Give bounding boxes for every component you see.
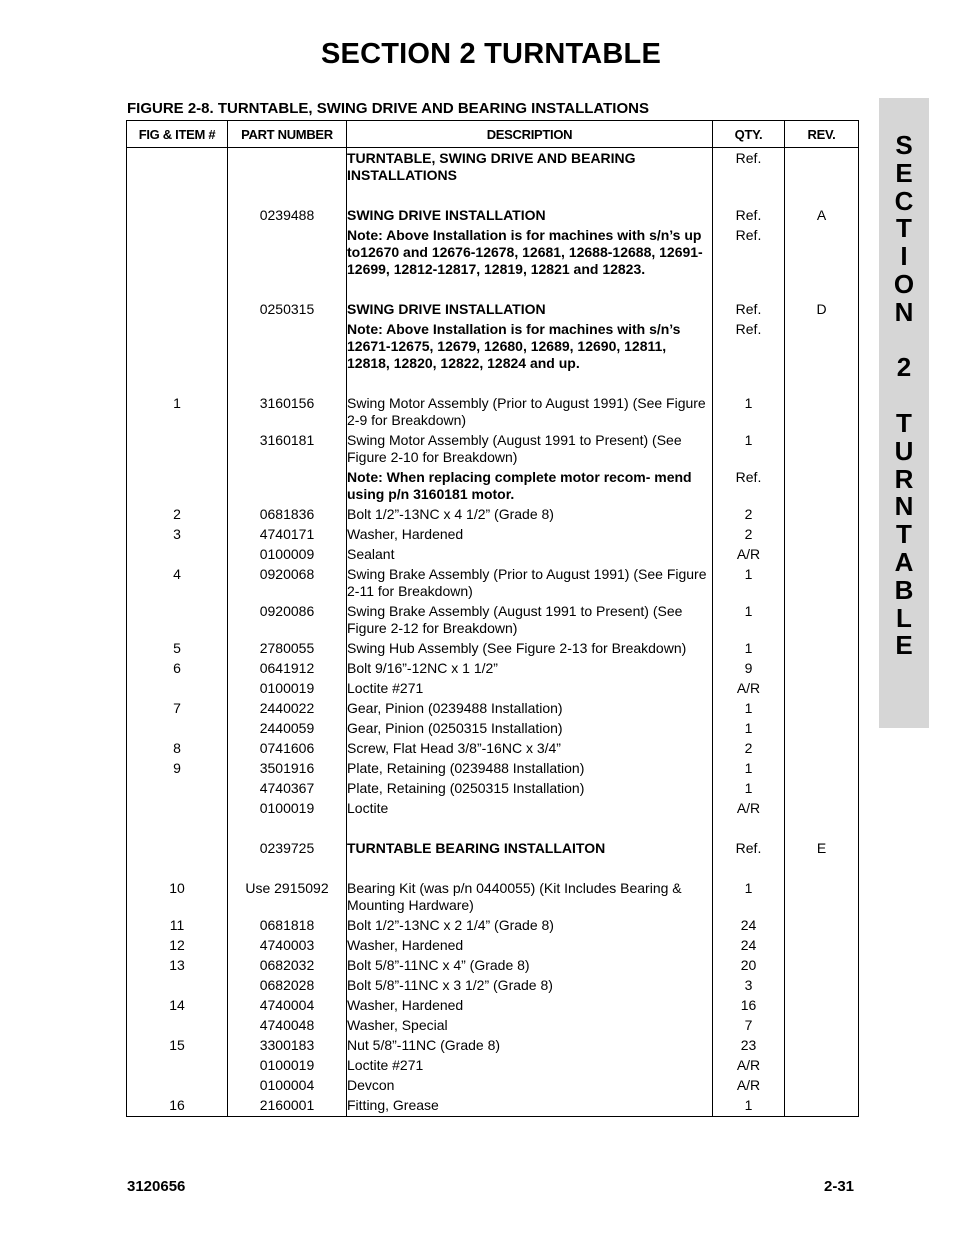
qty-cell: A/R <box>713 1057 785 1077</box>
table-row <box>127 957 859 977</box>
qty-cell: 1 <box>713 603 785 640</box>
description-cell: Bolt 5/8”-11NC x 4” (Grade 8) <box>347 957 713 977</box>
part-number-cell: 0641912 <box>228 660 347 680</box>
rev-cell: D <box>785 301 859 321</box>
table-row <box>127 1057 859 1077</box>
qty-cell: 23 <box>713 1037 785 1057</box>
fig-item-cell <box>127 800 228 820</box>
description-cell: Washer, Hardened <box>347 937 713 957</box>
table-row <box>127 1037 859 1057</box>
page-number: 2-31 <box>824 1178 855 1195</box>
table-row <box>127 1097 859 1117</box>
column-header-rev: REV. <box>785 121 859 148</box>
part-number-cell: 0920086 <box>228 603 347 640</box>
figure-title: FIGURE 2-8. TURNTABLE, SWING DRIVE AND BEARING INSTALLATIONS <box>127 100 649 117</box>
qty-cell: Ref. <box>713 469 785 506</box>
part-number-cell: 4740367 <box>228 780 347 800</box>
fig-item-cell: 1 <box>127 395 228 432</box>
part-number-cell <box>228 321 347 375</box>
column-header-fig-item: FIG & ITEM # <box>127 121 228 148</box>
fig-item-cell <box>127 680 228 700</box>
fig-item-cell <box>127 301 228 321</box>
part-number-cell: 3501916 <box>228 760 347 780</box>
document-number: 3120656 <box>127 1178 186 1195</box>
spacer-cell <box>347 375 713 395</box>
part-number-cell: 3300183 <box>228 1037 347 1057</box>
rev-cell <box>785 1077 859 1097</box>
table-row <box>127 997 859 1017</box>
rev-cell <box>785 660 859 680</box>
fig-item-cell: 10 <box>127 880 228 917</box>
fig-item-cell: 4 <box>127 566 228 603</box>
qty-cell: Ref. <box>713 321 785 375</box>
qty-cell: 20 <box>713 957 785 977</box>
rev-cell <box>785 937 859 957</box>
part-number-cell: 0100004 <box>228 1077 347 1097</box>
spacer-cell <box>785 281 859 301</box>
rev-cell <box>785 526 859 546</box>
fig-item-cell: 15 <box>127 1037 228 1057</box>
rev-cell <box>785 1017 859 1037</box>
fig-item-cell: 6 <box>127 660 228 680</box>
column-header-qty: QTY. <box>713 121 785 148</box>
table-row <box>127 840 859 860</box>
description-cell: TURNTABLE, SWING DRIVE AND BEARING INSTALLATIONS <box>347 148 713 188</box>
side-tab-letter: N <box>894 491 914 522</box>
rev-cell <box>785 740 859 760</box>
spacer-cell <box>228 375 347 395</box>
side-tab-letter: R <box>894 463 914 494</box>
part-number-cell: 2440059 <box>228 720 347 740</box>
part-number-cell: 0250315 <box>228 301 347 321</box>
rev-cell <box>785 700 859 720</box>
part-number-cell: 2440022 <box>228 700 347 720</box>
rev-cell <box>785 780 859 800</box>
rev-cell <box>785 469 859 506</box>
table-row <box>127 395 859 432</box>
parts-table <box>126 120 859 1117</box>
part-number-cell: 0239488 <box>228 207 347 227</box>
fig-item-cell <box>127 148 228 188</box>
rev-cell <box>785 227 859 281</box>
description-cell: Devcon <box>347 1077 713 1097</box>
part-number-cell: 2160001 <box>228 1097 347 1117</box>
table-row <box>127 148 859 188</box>
column-header-description: DESCRIPTION <box>347 121 713 148</box>
part-number-cell: 4740171 <box>228 526 347 546</box>
side-tab-letter: I <box>900 241 908 272</box>
description-cell: Sealant <box>347 546 713 566</box>
qty-cell: 1 <box>713 395 785 432</box>
spacer-cell <box>347 860 713 880</box>
fig-item-cell <box>127 1077 228 1097</box>
table-row <box>127 546 859 566</box>
table-row <box>127 526 859 546</box>
description-cell: Loctite <box>347 800 713 820</box>
part-number-cell: Use 2915092 <box>228 880 347 917</box>
fig-item-cell: 16 <box>127 1097 228 1117</box>
spacer-cell <box>347 281 713 301</box>
fig-item-cell <box>127 780 228 800</box>
part-number-cell <box>228 148 347 188</box>
description-cell: TURNTABLE BEARING INSTALLAITON <box>347 840 713 860</box>
spacer-cell <box>347 187 713 207</box>
rev-cell <box>785 997 859 1017</box>
table-row <box>127 321 859 375</box>
qty-cell: 2 <box>713 526 785 546</box>
table-row <box>127 1017 859 1037</box>
table-row <box>127 566 859 603</box>
qty-cell: 1 <box>713 566 785 603</box>
fig-item-cell <box>127 321 228 375</box>
description-cell: Gear, Pinion (0250315 Installation) <box>347 720 713 740</box>
rev-cell <box>785 977 859 997</box>
part-number-cell: 0681836 <box>228 506 347 526</box>
description-cell: Loctite #271 <box>347 680 713 700</box>
fig-item-cell: 2 <box>127 506 228 526</box>
table-row <box>127 880 859 917</box>
spacer-cell <box>228 860 347 880</box>
description-cell: Bolt 1/2”-13NC x 4 1/2” (Grade 8) <box>347 506 713 526</box>
description-cell: Plate, Retaining (0250315 Installation) <box>347 780 713 800</box>
fig-item-cell <box>127 1057 228 1077</box>
spacer-cell <box>127 375 228 395</box>
side-tab-letter: L <box>896 602 912 633</box>
rev-cell <box>785 1057 859 1077</box>
qty-cell: 2 <box>713 740 785 760</box>
rev-cell <box>785 1097 859 1117</box>
spacer-cell <box>785 187 859 207</box>
table-row <box>127 301 859 321</box>
rev-cell <box>785 880 859 917</box>
side-tab-letter: N <box>894 296 914 327</box>
description-cell: Loctite #271 <box>347 1057 713 1077</box>
qty-cell: 24 <box>713 937 785 957</box>
rev-cell <box>785 603 859 640</box>
part-number-cell: 4740004 <box>228 997 347 1017</box>
spacer-cell <box>127 860 228 880</box>
part-number-cell: 3160181 <box>228 432 347 469</box>
table-row <box>127 680 859 700</box>
rev-cell <box>785 148 859 188</box>
part-number-cell: 0741606 <box>228 740 347 760</box>
spacer-cell <box>228 281 347 301</box>
table-row <box>127 640 859 660</box>
description-cell: Bolt 5/8”-11NC x 3 1/2” (Grade 8) <box>347 977 713 997</box>
section-title: SECTION 2 TURNTABLE <box>321 38 661 70</box>
qty-cell: 1 <box>713 760 785 780</box>
qty-cell: Ref. <box>713 227 785 281</box>
description-cell: Note: Above Installation is for machines with s/n’s 12671-12675, 12679, 12680, 12689, 12690, 12811, 12818, 12820, 12822, 12824 and up. <box>347 321 713 375</box>
qty-cell: 1 <box>713 640 785 660</box>
table-row <box>127 720 859 740</box>
rev-cell <box>785 720 859 740</box>
fig-item-cell: 9 <box>127 760 228 780</box>
qty-cell: 2 <box>713 506 785 526</box>
description-cell: Swing Motor Assembly (August 1991 to Present) (See Figure 2-10 for Breakdown) <box>347 432 713 469</box>
part-number-cell <box>228 469 347 506</box>
rev-cell <box>785 506 859 526</box>
spacer-row <box>127 375 859 395</box>
qty-cell: A/R <box>713 800 785 820</box>
part-number-cell: 4740048 <box>228 1017 347 1037</box>
rev-cell <box>785 321 859 375</box>
rev-cell <box>785 680 859 700</box>
part-number-cell: 0100019 <box>228 800 347 820</box>
table-row <box>127 937 859 957</box>
side-tab-letter: T <box>896 519 912 550</box>
qty-cell: 1 <box>713 432 785 469</box>
table-row <box>127 603 859 640</box>
description-cell: Fitting, Grease <box>347 1097 713 1117</box>
spacer-cell <box>713 860 785 880</box>
side-tab-letter: T <box>896 213 912 244</box>
part-number-cell: 0239725 <box>228 840 347 860</box>
description-cell: Screw, Flat Head 3/8”-16NC x 3/4” <box>347 740 713 760</box>
side-tab-letter: O <box>893 268 915 299</box>
table-row <box>127 740 859 760</box>
table-row <box>127 506 859 526</box>
description-cell: Washer, Special <box>347 1017 713 1037</box>
rev-cell <box>785 957 859 977</box>
table-row <box>127 780 859 800</box>
part-number-cell: 0100019 <box>228 680 347 700</box>
rev-cell <box>785 432 859 469</box>
side-tab-letter: S <box>895 130 913 160</box>
side-tab-letter: B <box>894 574 914 605</box>
side-tab-letters <box>879 132 929 660</box>
table-header-row <box>127 121 859 148</box>
description-cell: Note: When replacing complete motor recom- mend using p/n 3160181 motor. <box>347 469 713 506</box>
part-number-cell: 2780055 <box>228 640 347 660</box>
qty-cell: Ref. <box>713 840 785 860</box>
description-cell: Swing Motor Assembly (Prior to August 1991) (See Figure 2-9 for Breakdown) <box>347 395 713 432</box>
fig-item-cell: 8 <box>127 740 228 760</box>
fig-item-cell: 14 <box>127 997 228 1017</box>
rev-cell <box>785 760 859 780</box>
table-row <box>127 469 859 506</box>
spacer-row <box>127 860 859 880</box>
description-cell: Swing Brake Assembly (Prior to August 1991) (See Figure 2-11 for Breakdown) <box>347 566 713 603</box>
spacer-cell <box>127 281 228 301</box>
qty-cell: A/R <box>713 680 785 700</box>
column-header-part-number: PART NUMBER <box>228 121 347 148</box>
side-tab-letter: A <box>894 546 914 577</box>
part-number-cell: 0681818 <box>228 917 347 937</box>
rev-cell <box>785 640 859 660</box>
description-cell: Washer, Hardened <box>347 997 713 1017</box>
spacer-cell <box>713 187 785 207</box>
side-tab-letter: C <box>894 185 914 216</box>
part-number-cell: 0682028 <box>228 977 347 997</box>
description-cell: SWING DRIVE INSTALLATION <box>347 207 713 227</box>
description-cell: Bearing Kit (was p/n 0440055) (Kit Includes Bearing & Mounting Hardware) <box>347 880 713 917</box>
description-cell: Note: Above Installation is for machines with s/n’s up to12670 and 12676-12678, 12681, 12688-12688, 12691-12699, 12812-12817, 12819, 12821 and 12823. <box>347 227 713 281</box>
fig-item-cell <box>127 977 228 997</box>
qty-cell: 7 <box>713 1017 785 1037</box>
spacer-cell <box>713 375 785 395</box>
fig-item-cell <box>127 227 228 281</box>
description-cell: Plate, Retaining (0239488 Installation) <box>347 760 713 780</box>
part-number-cell: 0100009 <box>228 546 347 566</box>
qty-cell: 9 <box>713 660 785 680</box>
description-cell: Washer, Hardened <box>347 526 713 546</box>
table-row <box>127 227 859 281</box>
fig-item-cell: 3 <box>127 526 228 546</box>
qty-cell: A/R <box>713 546 785 566</box>
spacer-row <box>127 820 859 840</box>
part-number-cell <box>228 227 347 281</box>
qty-cell: 1 <box>713 1097 785 1117</box>
fig-item-cell <box>127 720 228 740</box>
qty-cell: 24 <box>713 917 785 937</box>
table-row <box>127 917 859 937</box>
qty-cell: 1 <box>713 720 785 740</box>
rev-cell: A <box>785 207 859 227</box>
qty-cell: Ref. <box>713 301 785 321</box>
description-cell: Bolt 1/2”-13NC x 2 1/4” (Grade 8) <box>347 917 713 937</box>
spacer-cell <box>228 820 347 840</box>
description-cell: Swing Brake Assembly (August 1991 to Present) (See Figure 2-12 for Breakdown) <box>347 603 713 640</box>
rev-cell: E <box>785 840 859 860</box>
part-number-cell: 3160156 <box>228 395 347 432</box>
fig-item-cell <box>127 432 228 469</box>
part-number-cell: 4740003 <box>228 937 347 957</box>
fig-item-cell <box>127 840 228 860</box>
table-row <box>127 207 859 227</box>
table-row <box>127 432 859 469</box>
fig-item-cell <box>127 469 228 506</box>
description-cell: Swing Hub Assembly (See Figure 2-13 for Breakdown) <box>347 640 713 660</box>
spacer-cell <box>785 820 859 840</box>
spacer-cell <box>127 820 228 840</box>
fig-item-cell <box>127 603 228 640</box>
spacer-row <box>127 281 859 301</box>
rev-cell <box>785 800 859 820</box>
description-cell: Nut 5/8”-11NC (Grade 8) <box>347 1037 713 1057</box>
description-cell: Bolt 9/16”-12NC x 1 1/2” <box>347 660 713 680</box>
qty-cell: 1 <box>713 780 785 800</box>
fig-item-cell: 5 <box>127 640 228 660</box>
table-row <box>127 1077 859 1097</box>
table-row <box>127 700 859 720</box>
side-tab-letter: U <box>894 435 914 466</box>
fig-item-cell: 11 <box>127 917 228 937</box>
qty-cell: 3 <box>713 977 785 997</box>
qty-cell: Ref. <box>713 148 785 188</box>
table-row <box>127 977 859 997</box>
spacer-cell <box>785 375 859 395</box>
part-number-cell: 0682032 <box>228 957 347 977</box>
qty-cell: 1 <box>713 880 785 917</box>
spacer-cell <box>347 820 713 840</box>
description-cell: SWING DRIVE INSTALLATION <box>347 301 713 321</box>
rev-cell <box>785 546 859 566</box>
part-number-cell: 0100019 <box>228 1057 347 1077</box>
fig-item-cell <box>127 546 228 566</box>
spacer-cell <box>713 281 785 301</box>
side-tab-letter: E <box>895 630 913 661</box>
fig-item-cell <box>127 207 228 227</box>
qty-cell: A/R <box>713 1077 785 1097</box>
rev-cell <box>785 395 859 432</box>
table-row <box>127 760 859 780</box>
fig-item-cell: 13 <box>127 957 228 977</box>
qty-cell: Ref. <box>713 207 785 227</box>
side-tab-letter: T <box>896 407 912 438</box>
fig-item-cell: 12 <box>127 937 228 957</box>
qty-cell: 16 <box>713 997 785 1017</box>
spacer-cell <box>127 187 228 207</box>
table-row <box>127 800 859 820</box>
part-number-cell: 0920068 <box>228 566 347 603</box>
side-tab-letter: 2 <box>896 352 912 383</box>
qty-cell: 1 <box>713 700 785 720</box>
description-cell: Gear, Pinion (0239488 Installation) <box>347 700 713 720</box>
rev-cell <box>785 1037 859 1057</box>
section-side-tab <box>879 98 929 728</box>
spacer-cell <box>785 860 859 880</box>
fig-item-cell: 7 <box>127 700 228 720</box>
rev-cell <box>785 566 859 603</box>
fig-item-cell <box>127 1017 228 1037</box>
table-row <box>127 660 859 680</box>
side-tab-letter: E <box>895 157 913 188</box>
spacer-cell <box>228 187 347 207</box>
spacer-row <box>127 187 859 207</box>
spacer-cell <box>713 820 785 840</box>
rev-cell <box>785 917 859 937</box>
